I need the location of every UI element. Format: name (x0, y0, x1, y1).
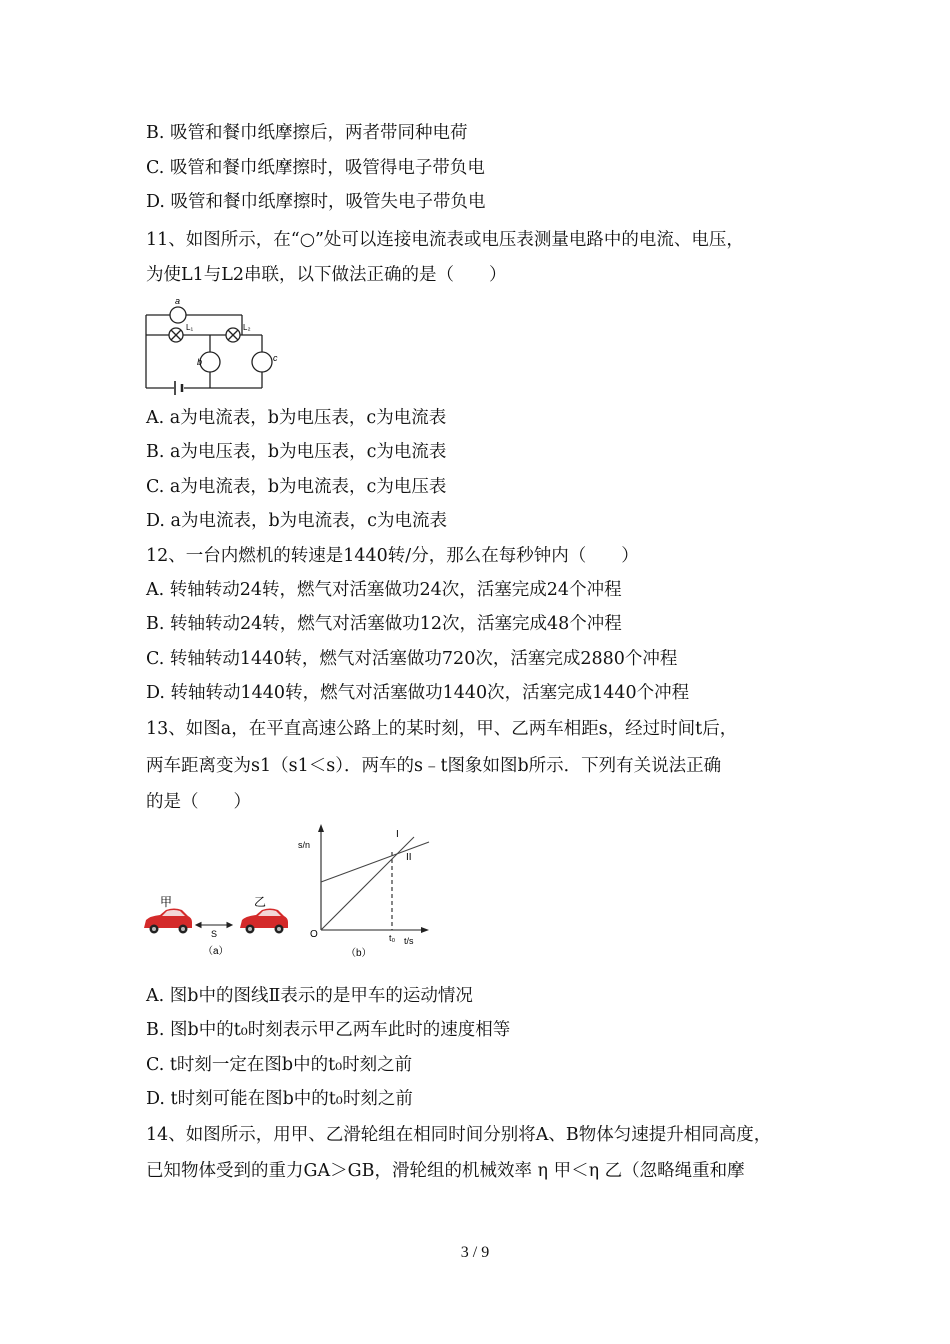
meter-b-icon (200, 352, 220, 372)
car-yi-icon (240, 909, 288, 934)
q11-stem-line2: 为使L1与L2串联，以下做法正确的是（ ） (146, 265, 507, 285)
meter-c-icon (252, 352, 272, 372)
q13-figure-b (296, 820, 442, 962)
x-axis-arrow (421, 927, 429, 933)
meter-a-icon (170, 307, 186, 323)
q13-stem-line3: 的是（ ） (146, 792, 251, 812)
label-b: b (197, 357, 203, 367)
q10-option-c: C. 吸管和餐巾纸摩擦时，吸管得电子带负电 (146, 158, 485, 178)
graph-line-1 (321, 837, 414, 930)
q11-stem-line1: 11、如图所示，在“○”处可以连接电流表或电压表测量电路中的电流、电压， (146, 230, 744, 250)
y-axis-arrow (318, 824, 324, 832)
page-number: 3 / 9 (460, 1244, 490, 1261)
car1-label: 甲 (160, 895, 173, 909)
figure-a-caption: （a） (203, 946, 229, 957)
q14-stem-line1: 14、如图所示，用甲、乙滑轮组在相同时间分别将A、B物体匀速提升相同高度， (146, 1125, 772, 1145)
car2-label: 乙 (254, 895, 267, 909)
y-axis-label: s/n (298, 840, 311, 850)
q13-option-d: D. t时刻可能在图b中的t₀时刻之前 (146, 1089, 413, 1109)
q10-option-d: D. 吸管和餐巾纸摩擦时，吸管失电子带负电 (146, 192, 486, 212)
car-jia-icon (144, 909, 192, 934)
x-axis-label: t/s (404, 936, 414, 946)
label-c: c (273, 353, 278, 363)
q12-option-c: C. 转轴转动1440转，燃气对活塞做功720次，活塞完成2880个冲程 (146, 649, 678, 669)
line-1-label: I (396, 829, 399, 840)
q13-option-b: B. 图b中的t₀时刻表示甲乙两车此时的速度相等 (146, 1020, 511, 1040)
q13-option-c: C. t时刻一定在图b中的t₀时刻之前 (146, 1055, 413, 1075)
label-l2: L₂ (243, 323, 251, 332)
figure-b-caption: （b） (346, 948, 372, 959)
q13-option-a: A. 图b中的图线Ⅱ表示的是甲车的运动情况 (146, 986, 473, 1006)
q11-option-d: D. a为电流表，b为电流表，c为电流表 (146, 511, 447, 531)
label-a: a (175, 296, 181, 306)
q13-stem-line2: 两车距离变为s1（s1＜s）．两车的s﹣t图象如图b所示．下列有关说法正确 (146, 756, 722, 776)
label-l1: L₁ (186, 323, 194, 332)
q13-stem-line1: 13、如图a，在平直高速公路上的某时刻，甲、乙两车相距s，经过时间t后， (146, 719, 738, 739)
origin-label: O (310, 929, 318, 940)
q14-stem-line2: 已知物体受到的重力GA＞GB，滑轮组的机械效率 η 甲＜η 乙（忽略绳重和摩 (146, 1161, 745, 1181)
q12-option-d: D. 转轴转动1440转，燃气对活塞做功1440次，活塞完成1440个冲程 (146, 683, 690, 703)
q12-option-a: A. 转轴转动24转，燃气对活塞做功24次，活塞完成24个冲程 (146, 580, 622, 600)
distance-label: S (211, 929, 218, 939)
q13-figure-a (140, 888, 295, 960)
line-2-label: II (406, 852, 412, 863)
q12-stem: 12、一台内燃机的转速是1440转/分，那么在每秒钟内（ ） (146, 546, 639, 566)
q12-option-b: B. 转轴转动24转，燃气对活塞做功12次，活塞完成48个冲程 (146, 614, 622, 634)
q11-option-b: B. a为电压表，b为电压表，c为电流表 (146, 442, 447, 462)
q10-option-b: B. 吸管和餐巾纸摩擦后，两者带同种电荷 (146, 123, 468, 143)
q11-option-c: C. a为电流表，b为电流表，c为电压表 (146, 477, 447, 497)
t0-label: t₀ (389, 933, 396, 943)
q11-circuit-diagram (140, 295, 280, 397)
distance-arrow (196, 923, 232, 928)
q11-option-a: A. a为电流表，b为电压表，c为电流表 (146, 408, 447, 428)
